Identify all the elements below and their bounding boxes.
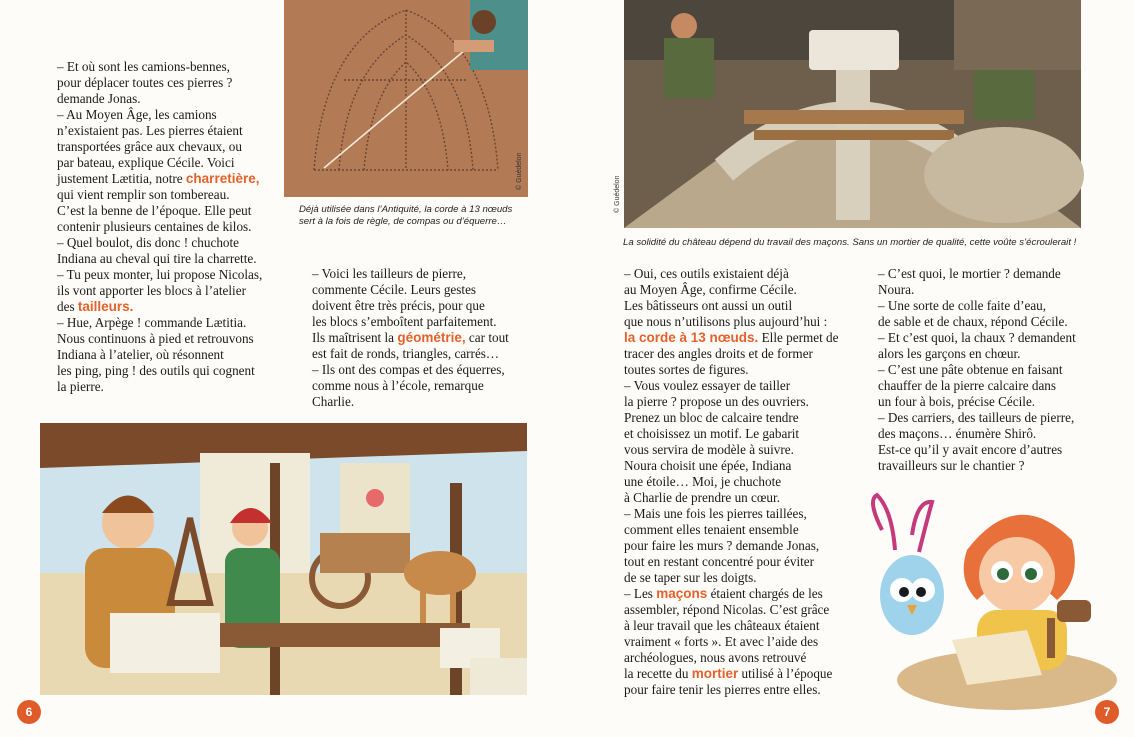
text-line: Indiana au cheval qui tire la charrette. (57, 251, 257, 266)
text-line: Est-ce qu’il y avait encore d’autres (878, 442, 1063, 457)
glossary-term-tailleurs: tailleurs. (77, 299, 134, 314)
masons-vault-image (624, 0, 1081, 228)
rope-tracing-photo (284, 0, 528, 197)
photo-credit: © Guédelon (516, 152, 523, 190)
text-line: n’existaient pas. Les pierres étaient (57, 123, 243, 138)
text-line: – Au Moyen Âge, les camions (57, 107, 217, 122)
text-line: – Des carriers, des tailleurs de pierre, (878, 410, 1075, 425)
glossary-term-charretiere: charretière, (185, 171, 260, 186)
photo-credit: © Guédelon (614, 175, 621, 213)
text-line: par bateau, explique Cécile. Voici (57, 155, 235, 170)
text-line: contenir plusieurs centaines de kilos. (57, 219, 252, 234)
text-line: Noura choisit une épée, Indiana (624, 458, 792, 473)
text-line: toutes sortes de figures. (624, 362, 749, 377)
left-column-2 (312, 266, 532, 410)
stonecutters-scene (40, 423, 527, 695)
text-line: les ping, ping ! des outils qui cognent (57, 363, 255, 378)
text-line: Noura. (878, 282, 915, 297)
text-line: pour déplacer toutes ces pierres ? (57, 75, 233, 90)
text-line: est fait de ronds, triangles, carrés… (312, 346, 500, 361)
text-line: Charlie. (312, 394, 355, 409)
rope-photo-caption: Déjà utilisée dans l’Antiquité, la corde à 13 nœuds sert à la fois de règle, de compas ou d’équerre… (299, 204, 513, 227)
text-fragment: Elle permet de (758, 330, 839, 345)
text-line: de sable et de chaux, répond Cécile. (878, 314, 1068, 329)
text-line: des maçons… énumère Shirô. (878, 426, 1037, 441)
text-line: transportées grâce aux chevaux, ou (57, 139, 242, 154)
text-line (57, 299, 277, 315)
masons-photo-caption: La solidité du château dépend du travail des maçons. Sans un mortier de qualité, cette voûte s’écroulerait ! (623, 237, 1077, 248)
text-line: pour faire les murs ? demande Jonas, (624, 538, 820, 553)
text-line: la pierre ? propose un des ouvriers. (624, 394, 809, 409)
text-line: Indiana à l’atelier, où résonnent (57, 347, 224, 362)
text-line: doivent être très précis, pour que (312, 298, 485, 313)
glossary-term-corde: la corde à 13 nœuds. (624, 330, 759, 345)
text-line: Les bâtisseurs ont aussi un outil (624, 298, 793, 313)
text-fragment: la recette du (624, 666, 692, 681)
text-line: – Et c’est quoi, la chaux ? demandent (878, 330, 1076, 345)
text-line: les blocs s’emboîtent parfaitement. (312, 314, 497, 329)
text-fragment: justement Lætitia, notre (57, 171, 186, 186)
text-line: de se taper sur les doigts. (624, 570, 757, 585)
text-line: – Mais une fois les pierres taillées, (624, 506, 807, 521)
text-line: demande Jonas. (57, 91, 141, 106)
text-line: – Hue, Arpège ! commande Lætitia. (57, 315, 247, 330)
text-fragment: Ils maîtrisent la (312, 330, 398, 345)
glossary-term-geometrie: géométrie, (397, 330, 466, 345)
text-line (57, 171, 277, 187)
text-line: Nous continuons à pied et retrouvons (57, 331, 254, 346)
text-line: qui vient remplir son tombereau. (57, 187, 230, 202)
masons-photo (614, 0, 1081, 228)
text-line (624, 586, 854, 602)
text-line: vraiment « forts ». Et avec l’aide des (624, 634, 819, 649)
girl-carving-scene (857, 490, 1112, 705)
text-line: vous servira de modèle à suivre. (624, 442, 794, 457)
page-number-badge: 7 (1095, 700, 1119, 724)
right-page (567, 0, 1134, 737)
text-line: la pierre. (57, 379, 104, 394)
text-line: commente Cécile. Leurs gestes (312, 282, 477, 297)
text-fragment: car tout (465, 330, 509, 345)
girl-carving-illustration (857, 490, 1112, 705)
text-line: un four à bois, précise Cécile. (878, 394, 1036, 409)
text-line: – Une sorte de colle faite d’eau, (878, 298, 1047, 313)
text-line: tout en restant concentré pour éviter (624, 554, 815, 569)
text-line: comme nous à l’école, remarque (312, 378, 484, 393)
text-line (312, 330, 532, 346)
text-fragment: étaient chargés de les (707, 586, 823, 601)
text-line: – C’est une pâte obtenue en faisant (878, 362, 1063, 377)
text-line: – Quel boulot, dis donc ! chuchote (57, 235, 240, 250)
left-column-1 (57, 59, 277, 395)
text-fragment: utilisé à l’époque (738, 666, 833, 681)
text-line: C’est la benne de l’époque. Elle peut (57, 203, 252, 218)
text-line: – C’est quoi, le mortier ? demande (878, 266, 1061, 281)
right-column-2 (878, 266, 1108, 474)
text-line (624, 666, 854, 682)
text-line: travailleurs sur le chantier ? (878, 458, 1025, 473)
text-line: – Oui, ces outils existaient déjà (624, 266, 789, 281)
text-line: archéologues, nous avons retrouvé (624, 650, 807, 665)
stonecutters-illustration (40, 423, 527, 695)
text-line: – Vous voulez essayer de tailler (624, 378, 791, 393)
text-line: alors les garçons en chœur. (878, 346, 1021, 361)
text-line (624, 330, 854, 346)
text-fragment: des (57, 299, 78, 314)
text-line: que nous n’utilisons plus aujourd’hui : (624, 314, 828, 329)
text-fragment: – Les (624, 586, 657, 601)
right-column-1 (624, 266, 854, 698)
text-line: comment elles tenaient ensemble (624, 522, 799, 537)
text-line: assembler, répond Nicolas. C’est grâce (624, 602, 830, 617)
text-line: – Voici les tailleurs de pierre, (312, 266, 467, 281)
text-line: une étoile… Moi, je chuchote (624, 474, 782, 489)
text-line: et choisissez un motif. Le gabarit (624, 426, 800, 441)
text-line: à leur travail que les châteaux étaient (624, 618, 820, 633)
text-line: – Ils ont des compas et des équerres, (312, 362, 505, 377)
glossary-term-mortier: mortier (691, 666, 739, 681)
text-line: ils vont apporter les blocs à l’atelier (57, 283, 246, 298)
text-line: à Charlie de prendre un cœur. (624, 490, 780, 505)
text-line: chauffer de la pierre calcaire dans (878, 378, 1057, 393)
text-line: – Tu peux monter, lui propose Nicolas, (57, 267, 263, 282)
glossary-term-macons: maçons (656, 586, 708, 601)
text-line: tracer des angles droits et de former (624, 346, 813, 361)
text-line: au Moyen Âge, confirme Cécile. (624, 282, 797, 297)
text-line: pour faire tenir les pierres entre elles. (624, 682, 821, 697)
page-number-badge: 6 (17, 700, 41, 724)
rope-tracing-image (284, 0, 528, 197)
text-line: – Et où sont les camions-bennes, (57, 59, 230, 74)
text-line: Prenez un bloc de calcaire tendre (624, 410, 799, 425)
